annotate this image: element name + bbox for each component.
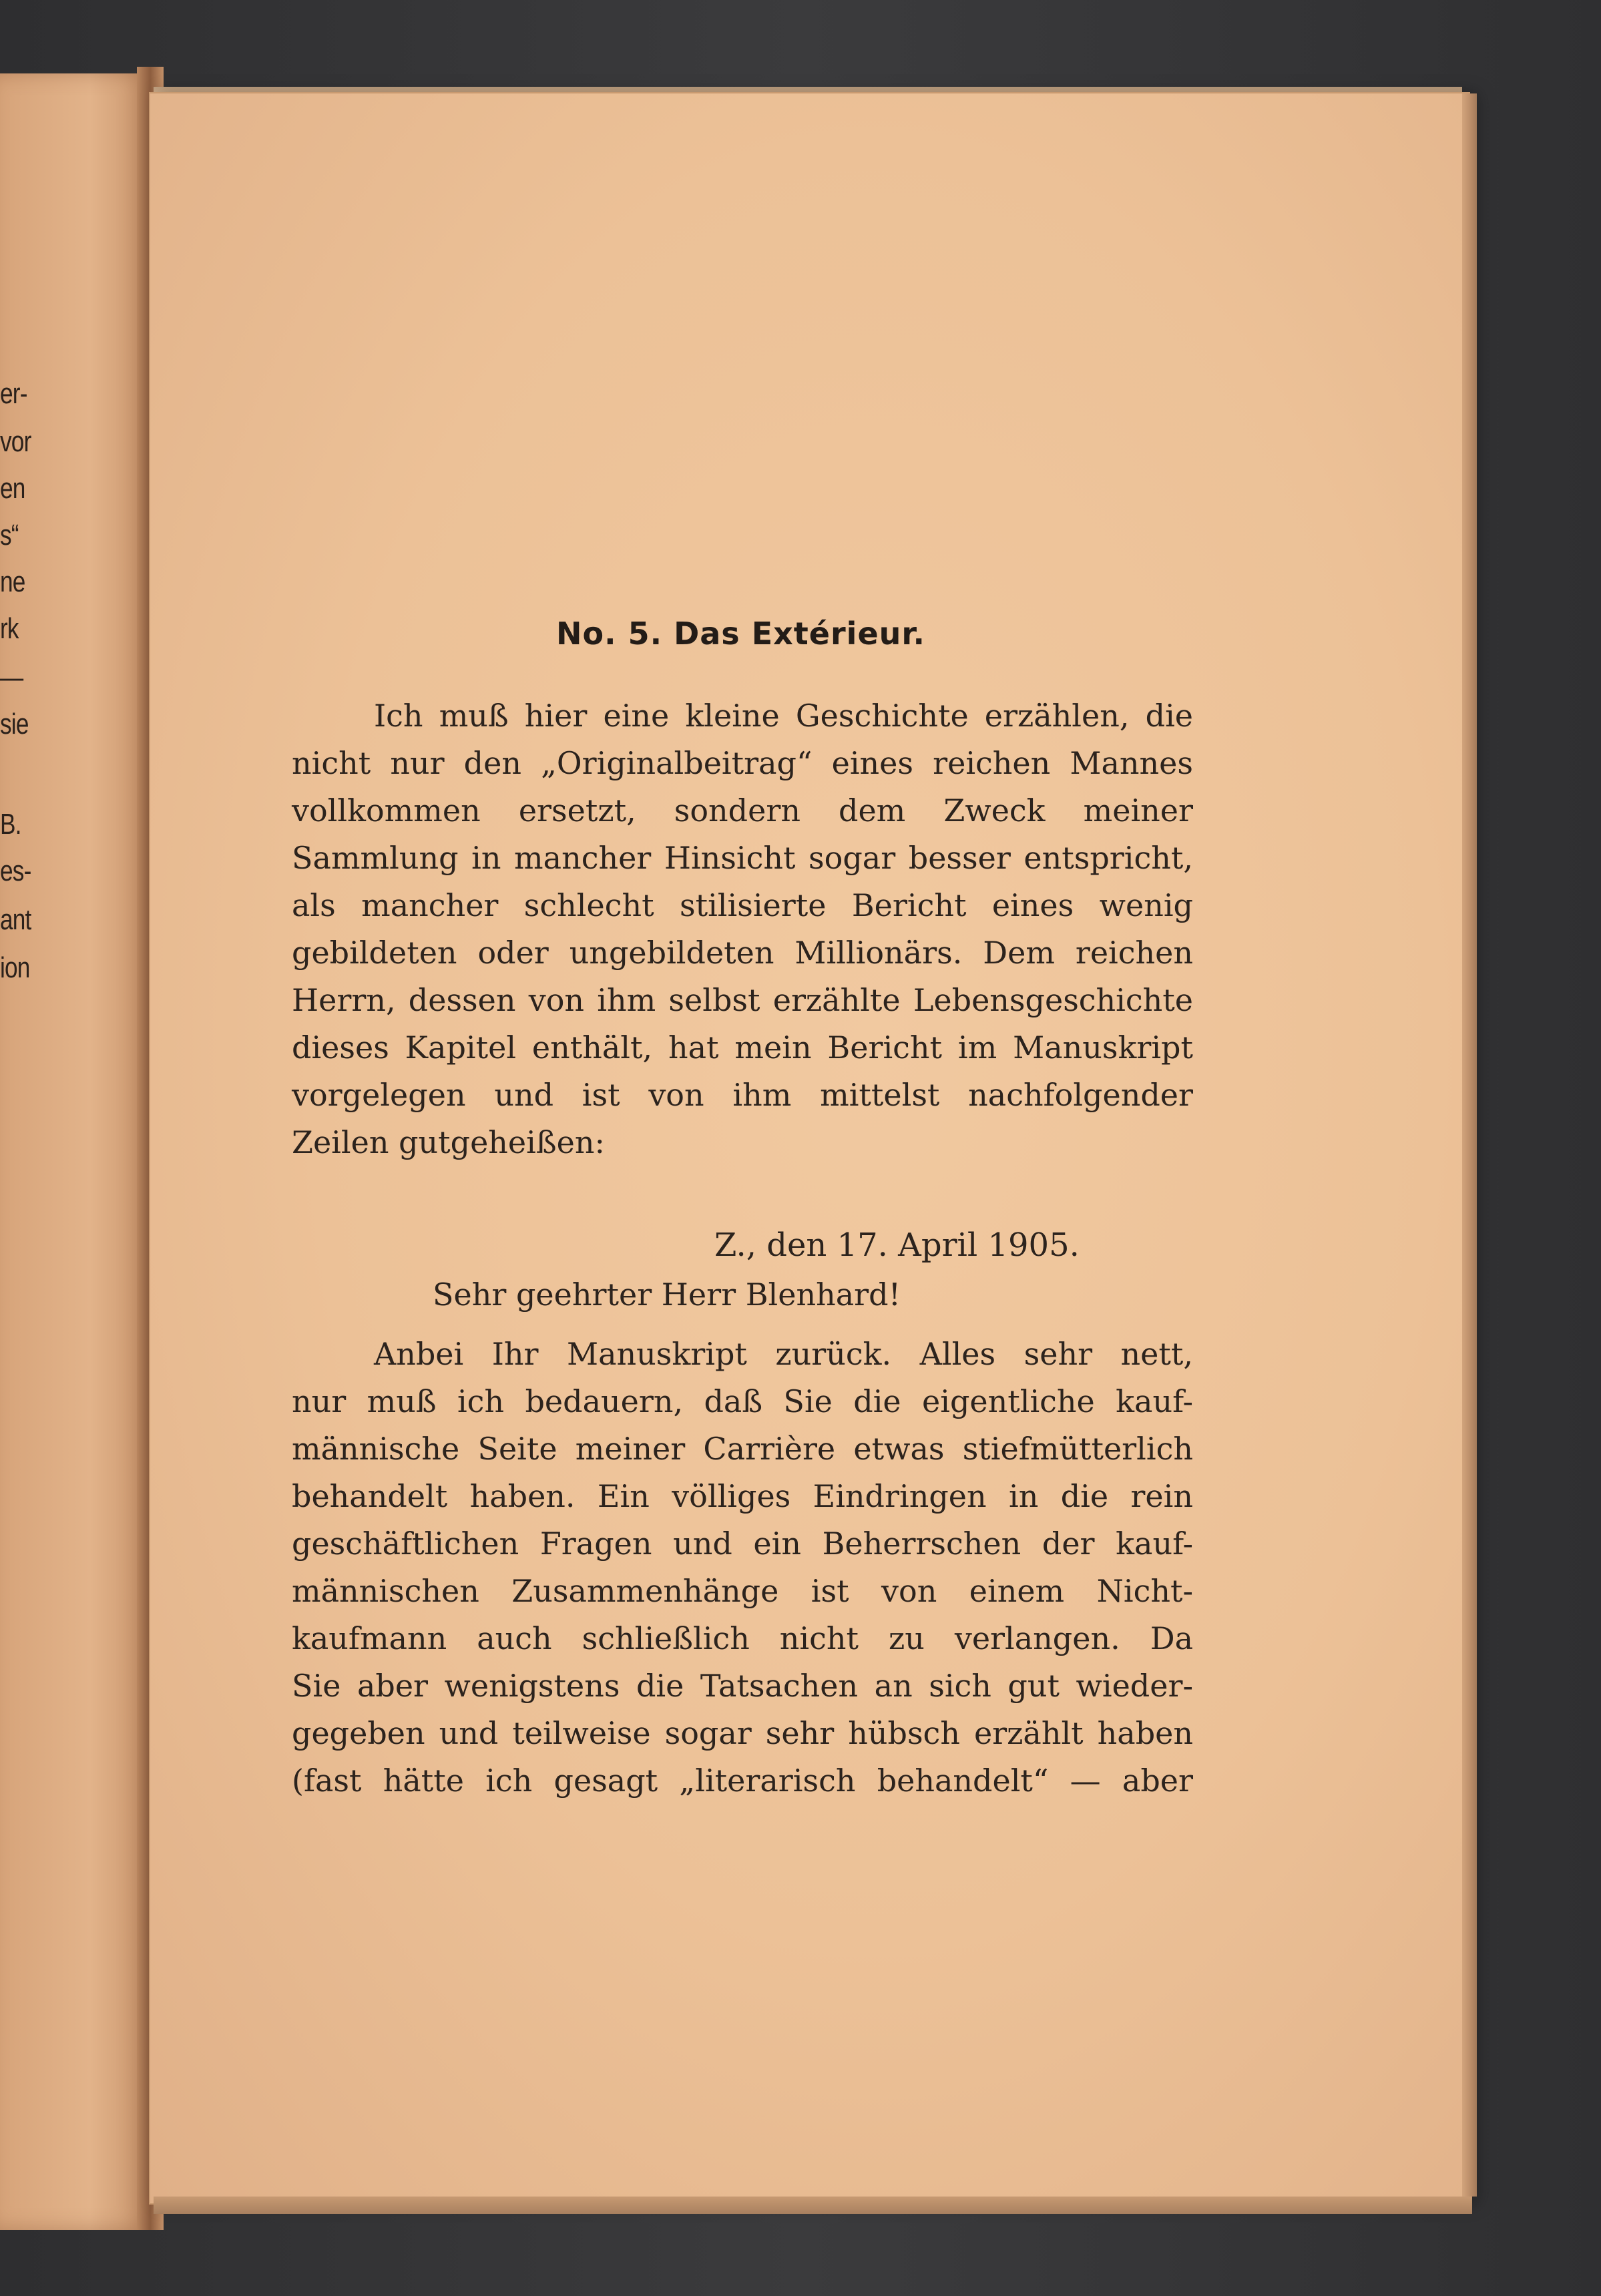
left-page-fragment: B. bbox=[0, 808, 21, 841]
left-page-fragment: rk bbox=[0, 612, 19, 645]
left-page-fragment: vor bbox=[0, 425, 31, 458]
paragraph-line: nicht nur den „Originalbeitrag“ eines reichen Mannes bbox=[292, 745, 1193, 781]
left-page-fragment: er- bbox=[0, 377, 27, 410]
paragraph-line: als mancher schlecht stilisierte Bericht eines wenig bbox=[292, 887, 1193, 923]
left-page-fragment: ne bbox=[0, 565, 25, 598]
left-page-fragment: — bbox=[0, 661, 23, 694]
letter-line: männischen Zusammenhänge ist von einem Nicht- bbox=[292, 1573, 1193, 1609]
letter-dateline: Z., den 17. April 1905. bbox=[714, 1226, 1080, 1264]
page-edge-right bbox=[1462, 93, 1477, 2197]
left-page-fragment: es- bbox=[0, 855, 31, 887]
letter-line: Sie aber wenigstens die Tatsachen an sich gut wieder- bbox=[292, 1668, 1193, 1704]
letter-line: geschäftlichen Fragen und ein Beherrschen der kauf- bbox=[292, 1526, 1193, 1562]
letter-line: gegeben und teilweise sogar sehr hübsch erzählt haben bbox=[292, 1715, 1193, 1751]
letter-line: (fast hätte ich gesagt „literarisch behandelt“ — aber bbox=[292, 1763, 1193, 1799]
page-edge-bottom bbox=[154, 2197, 1472, 2214]
paragraph-line: dieses Kapitel enthält, hat mein Bericht im Manuskript bbox=[292, 1029, 1193, 1066]
letter-line: nur muß ich bedauern, daß Sie die eigentliche kauf- bbox=[292, 1383, 1193, 1419]
letter-line: Anbei Ihr Manuskript zurück. Alles sehr nett, bbox=[374, 1336, 1193, 1372]
paragraph-line: Sammlung in mancher Hinsicht sogar besser entspricht, bbox=[292, 840, 1193, 876]
paragraph-line: gebildeten oder ungebildeten Millionärs. Dem reichen bbox=[292, 935, 1193, 971]
chapter-heading: No. 5. Das Extérieur. bbox=[556, 616, 925, 652]
left-page-fragment: s“ bbox=[0, 519, 19, 551]
paragraph-line: Herrn, dessen von ihm selbst erzählte Lebensgeschichte bbox=[292, 982, 1193, 1018]
letter-line: behandelt haben. Ein völliges Eindringen in die rein bbox=[292, 1478, 1193, 1514]
letter-line: männische Seite meiner Carrière etwas stiefmütterlich bbox=[292, 1431, 1193, 1467]
paragraph-line: Ich muß hier eine kleine Geschichte erzählen, die bbox=[374, 698, 1193, 734]
paragraph-line: Zeilen gutgeheißen: bbox=[292, 1124, 605, 1160]
left-page-fragment: ion bbox=[0, 951, 30, 984]
letter-line: kaufmann auch schließlich nicht zu verlangen. Da bbox=[292, 1620, 1193, 1656]
letter-salutation: Sehr geehrter Herr Blenhard! bbox=[433, 1277, 901, 1313]
left-page bbox=[0, 73, 150, 2230]
paragraph-line: vollkommen ersetzt, sondern dem Zweck meiner bbox=[292, 792, 1193, 829]
left-page-fragment: sie bbox=[0, 708, 29, 740]
left-page-fragment: ant bbox=[0, 903, 31, 936]
left-page-fragment: en bbox=[0, 472, 25, 505]
paragraph-line: vorgelegen und ist von ihm mittelst nachfolgender bbox=[292, 1077, 1193, 1113]
